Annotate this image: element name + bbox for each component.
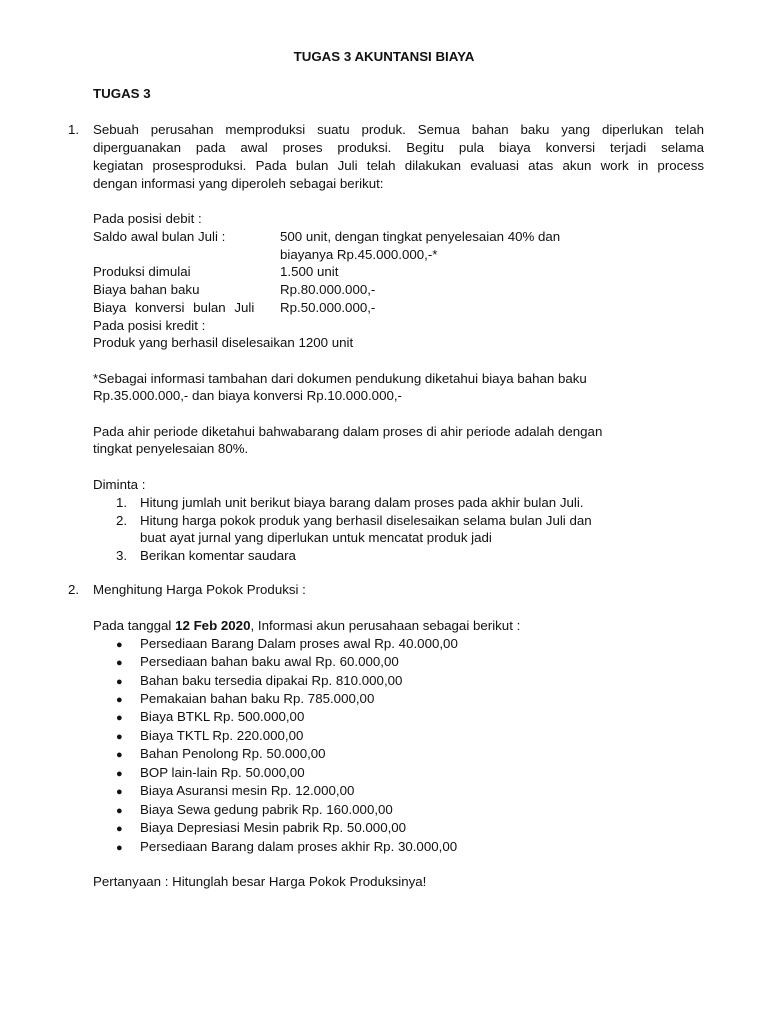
question-2-number: 2. — [68, 582, 80, 597]
document-title: TUGAS 3 AKUNTANSI BIAYA — [293, 49, 475, 64]
question-1-intro-line-1: Sebuah perusahan memproduksi suatu produk. Semua bahan baku yang diperlukan telah — [93, 122, 704, 137]
task-2-text-line-2: buat ayat jurnal yang diperlukan untuk mencatat produk jadi — [140, 530, 492, 545]
bullet-icon: ● — [116, 749, 123, 761]
bullet-icon: ● — [116, 823, 123, 835]
list-item: Bahan baku tersedia dipakai Rp. 810.000,00 — [140, 673, 403, 688]
bullet-icon: ● — [116, 694, 123, 706]
kredit-line: Produk yang berhasil diselesaikan 1200 unit — [93, 335, 354, 350]
saldo-value-line-1: 500 unit, dengan tingkat penyelesaian 40% dan — [280, 229, 561, 244]
period-end-line-2: tingkat penyelesaian 80%. — [93, 441, 249, 456]
list-item: Biaya Asuransi mesin Rp. 12.000,00 — [140, 783, 355, 798]
date-value: 12 Feb 2020 — [175, 618, 251, 633]
bullet-icon: ● — [116, 805, 123, 817]
section-subtitle: TUGAS 3 — [93, 86, 151, 101]
saldo-label: Saldo awal bulan Juli : — [93, 229, 226, 244]
date-suffix: , Informasi akun perusahaan sebagai berikut : — [250, 618, 521, 633]
kredit-header: Pada posisi kredit : — [93, 318, 206, 333]
task-2-text-line-1: Hitung harga pokok produk yang berhasil diselesaikan selama bulan Juli dan — [140, 513, 592, 528]
list-item: Persediaan Barang dalam proses akhir Rp. 30.000,00 — [140, 839, 458, 854]
bullet-icon: ● — [116, 731, 123, 743]
question-2-heading: Menghitung Harga Pokok Produksi : — [93, 582, 306, 597]
list-item: Biaya Depresiasi Mesin pabrik Rp. 50.000,00 — [140, 820, 407, 835]
task-2-number: 2. — [116, 513, 128, 528]
question-1-intro-line-4: dengan informasi yang diperoleh sebagai berikut: — [93, 176, 384, 191]
konversi-label: Biaya konversi bulan Juli — [93, 300, 255, 315]
bullet-icon: ● — [116, 639, 123, 651]
list-item: Biaya BTKL Rp. 500.000,00 — [140, 709, 305, 724]
bahan-baku-value: Rp.80.000.000,- — [280, 282, 376, 297]
bahan-baku-label: Biaya bahan baku — [93, 282, 200, 297]
question-2-prompt: Pertanyaan : Hitunglah besar Harga Pokok Produksinya! — [93, 874, 427, 889]
task-3-number: 3. — [116, 548, 128, 563]
produksi-value: 1.500 unit — [280, 264, 339, 279]
date-prefix: Pada tanggal — [93, 618, 176, 633]
question-1-intro-line-3: kegiatan prosesproduksi. Pada bulan Juli telah dilakukan evaluasi atas akun work in process — [93, 158, 704, 173]
bullet-icon: ● — [116, 786, 123, 798]
bullet-icon: ● — [116, 676, 123, 688]
list-item: Persediaan Barang Dalam proses awal Rp. 40.000,00 — [140, 636, 458, 651]
question-1-number: 1. — [68, 122, 80, 137]
bullet-icon: ● — [116, 768, 123, 780]
list-item: Pemakaian bahan baku Rp. 785.000,00 — [140, 691, 375, 706]
diminta-label: Diminta : — [93, 477, 146, 492]
list-item: Biaya TKTL Rp. 220.000,00 — [140, 728, 304, 743]
list-item: Persediaan bahan baku awal Rp. 60.000,00 — [140, 654, 399, 669]
bullet-icon: ● — [116, 657, 123, 669]
task-1-text: Hitung jumlah unit berikut biaya barang dalam proses pada akhir bulan Juli. — [140, 495, 584, 510]
question-1-intro-line-2: diperguanakan pada awal proses produksi. Begitu pula biaya konversi terjadi selama — [93, 140, 704, 155]
debit-header: Pada posisi debit : — [93, 211, 202, 226]
period-end-line-1: Pada ahir periode diketahui bahwabarang dalam proses di ahir periode adalah dengan — [93, 424, 603, 439]
task-1-number: 1. — [116, 495, 128, 510]
list-item: BOP lain-lain Rp. 50.000,00 — [140, 765, 305, 780]
list-item: Bahan Penolong Rp. 50.000,00 — [140, 746, 326, 761]
konversi-value: Rp.50.000.000,- — [280, 300, 376, 315]
note-line-1: *Sebagai informasi tambahan dari dokumen pendukung diketahui biaya bahan baku — [93, 371, 587, 386]
bullet-icon: ● — [116, 842, 123, 854]
list-item: Biaya Sewa gedung pabrik Rp. 160.000,00 — [140, 802, 393, 817]
saldo-value-line-2: biayanya Rp.45.000.000,-* — [280, 247, 438, 262]
note-line-2: Rp.35.000.000,- dan biaya konversi Rp.10.000.000,- — [93, 388, 402, 403]
date-line — [93, 617, 520, 635]
task-3-text: Berikan komentar saudara — [140, 548, 296, 563]
bullet-icon: ● — [116, 712, 123, 724]
produksi-label: Produksi dimulai — [93, 264, 191, 279]
